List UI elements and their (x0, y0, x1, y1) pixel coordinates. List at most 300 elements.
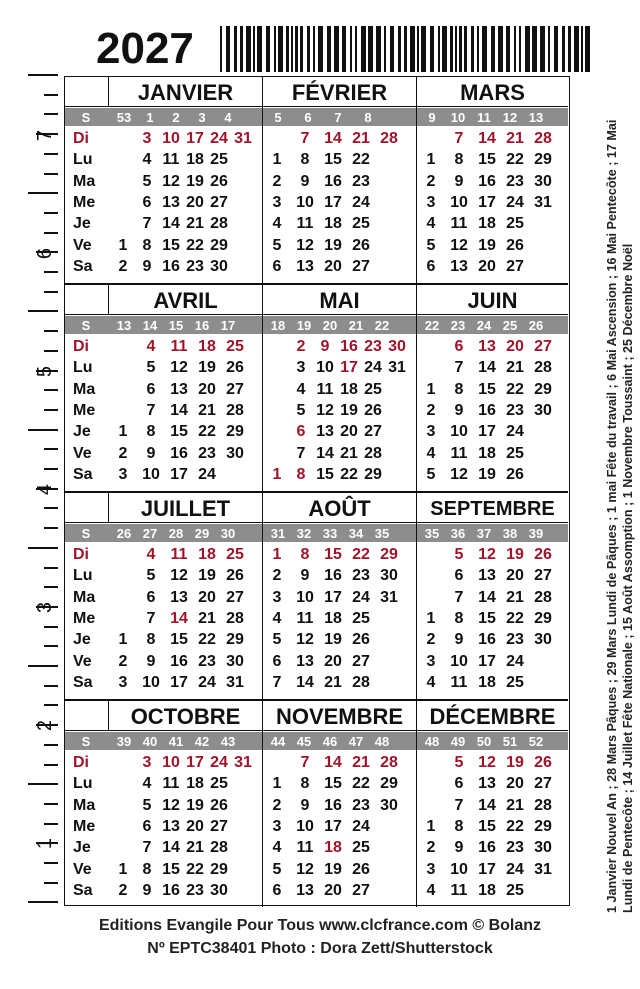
date-cell: 12 (162, 796, 180, 814)
day-name-je: Je (73, 631, 91, 649)
date-cell: 23 (186, 257, 204, 275)
date-cell: 19 (186, 796, 204, 814)
month-name: MARS (417, 77, 568, 107)
date-cell: 9 (300, 796, 310, 814)
date-cell: 25 (226, 546, 244, 563)
date-cell: 17 (170, 673, 188, 691)
week-number: 21 (348, 318, 364, 333)
date-cell: 19 (324, 860, 342, 878)
week-number: 49 (450, 734, 466, 749)
date-cell: 27 (534, 567, 552, 585)
quarter-block (65, 285, 568, 491)
week-number: 50 (476, 734, 492, 749)
date-cell: 15 (478, 817, 496, 835)
date-cell: 1 (272, 151, 282, 169)
date-cell: 7 (454, 588, 464, 606)
date-cell: 13 (478, 567, 496, 585)
date-cell: 17 (340, 359, 358, 377)
date-cell: 10 (162, 130, 180, 147)
week-number: 22 (424, 318, 440, 333)
date-cell: 5 (142, 796, 152, 814)
date-cell: 15 (478, 609, 496, 627)
date-cell: 18 (478, 444, 496, 462)
date-cell: 25 (352, 609, 370, 627)
month-name: JUILLET (109, 493, 263, 523)
date-cell: 20 (506, 567, 524, 585)
date-cell: 20 (186, 817, 204, 835)
date-cell: 5 (426, 236, 436, 254)
ruler-number: 6 (34, 247, 57, 260)
date-cell: 12 (296, 631, 314, 649)
date-cell: 26 (534, 754, 552, 771)
day-name-me: Me (73, 193, 96, 211)
date-cell: 16 (170, 444, 188, 462)
date-cell: 10 (450, 652, 468, 670)
ruler-number: 5 (34, 365, 57, 378)
week-number: 39 (528, 526, 544, 541)
date-cell: 12 (170, 567, 188, 585)
column-divider (262, 285, 264, 491)
week-number: 5 (274, 110, 282, 125)
date-cell: 16 (478, 631, 496, 649)
date-cell: 8 (142, 860, 152, 878)
date-cell: 12 (170, 359, 188, 377)
date-cell: 27 (364, 423, 382, 441)
date-cell: 27 (226, 380, 244, 398)
date-cell: 26 (210, 796, 228, 814)
date-cell: 21 (324, 673, 342, 691)
date-cell: 6 (426, 257, 436, 275)
date-cell: 30 (226, 444, 244, 462)
date-cell: 17 (324, 817, 342, 835)
date-cell: 16 (340, 338, 358, 355)
ruler-number: 3 (34, 601, 57, 614)
date-cell: 25 (226, 338, 244, 355)
month-name: NOVEMBRE (263, 701, 417, 731)
week-number: 51 (502, 734, 518, 749)
date-cell: 20 (198, 588, 216, 606)
date-cell: 18 (186, 775, 204, 793)
date-cell: 19 (198, 567, 216, 585)
date-cell: 21 (506, 359, 524, 377)
date-cell: 20 (324, 257, 342, 275)
publisher-credit: Editions Evangile Pour Tous www.clcfrance.com © Bolanz (98, 917, 542, 934)
date-cell: 21 (352, 754, 370, 771)
date-cell: 1 (118, 631, 128, 649)
date-cell: 24 (198, 673, 216, 691)
day-name-ve: Ve (73, 444, 92, 462)
date-cell: 17 (478, 652, 496, 670)
column-divider (262, 493, 264, 699)
date-cell: 25 (364, 380, 382, 398)
ruler-tick (44, 113, 58, 115)
date-cell: 15 (162, 860, 180, 878)
date-cell: 16 (324, 796, 342, 814)
date-cell: 20 (506, 775, 524, 793)
date-cell: 27 (534, 338, 552, 355)
column-divider (262, 77, 264, 283)
week-number: 4 (224, 110, 232, 125)
date-cell: 26 (352, 236, 370, 254)
date-cell: 10 (296, 817, 314, 835)
date-cell: 24 (352, 588, 370, 606)
date-cell: 14 (478, 130, 496, 147)
date-cell: 2 (118, 881, 128, 899)
date-cell: 13 (170, 588, 188, 606)
date-cell: 24 (210, 754, 228, 771)
week-number: 28 (168, 526, 184, 541)
month-name: JUIN (417, 285, 568, 315)
date-cell: 14 (478, 359, 496, 377)
date-cell: 29 (226, 631, 244, 649)
date-cell: 3 (272, 817, 282, 835)
week-label: S (81, 734, 91, 749)
day-name-di: Di (73, 754, 89, 771)
date-cell: 17 (478, 423, 496, 441)
date-cell: 25 (506, 673, 524, 691)
date-cell: 7 (146, 401, 156, 419)
date-cell: 22 (506, 380, 524, 398)
day-name-lu: Lu (73, 359, 93, 377)
date-cell: 9 (142, 881, 152, 899)
date-cell: 11 (316, 380, 334, 398)
date-cell: 24 (352, 193, 370, 211)
ruler-tick (44, 626, 58, 628)
date-cell: 2 (118, 257, 128, 275)
date-cell: 6 (454, 775, 464, 793)
ruler-tick (44, 586, 58, 588)
date-cell: 4 (272, 839, 282, 857)
date-cell: 22 (352, 775, 370, 793)
date-cell: 4 (272, 215, 282, 233)
date-cell: 9 (146, 652, 156, 670)
date-cell: 6 (146, 380, 156, 398)
date-cell: 13 (162, 193, 180, 211)
date-cell: 11 (296, 839, 314, 857)
header-blank-cell (65, 493, 109, 523)
date-cell: 22 (352, 151, 370, 169)
header-blank-cell (65, 701, 109, 731)
date-cell: 30 (534, 839, 552, 857)
date-cell: 1 (272, 546, 282, 563)
date-cell: 7 (454, 130, 464, 147)
date-cell: 30 (534, 172, 552, 190)
date-cell: 5 (272, 860, 282, 878)
week-number: 25 (502, 318, 518, 333)
column-divider (416, 77, 418, 283)
date-cell: 12 (450, 465, 468, 483)
day-name-je: Je (73, 839, 91, 857)
date-cell: 3 (426, 423, 436, 441)
date-cell: 19 (324, 631, 342, 649)
date-cell: 26 (352, 631, 370, 649)
date-cell: 30 (210, 257, 228, 275)
date-cell: 16 (170, 652, 188, 670)
date-cell: 6 (142, 817, 152, 835)
date-cell: 14 (478, 796, 496, 814)
date-cell: 18 (478, 881, 496, 899)
date-cell: 20 (198, 380, 216, 398)
date-cell: 7 (142, 215, 152, 233)
week-number: 40 (142, 734, 158, 749)
date-cell: 17 (170, 465, 188, 483)
date-cell: 16 (162, 881, 180, 899)
date-cell: 21 (340, 444, 358, 462)
date-cell: 27 (352, 881, 370, 899)
date-cell: 21 (198, 401, 216, 419)
ruler-tick (44, 468, 58, 470)
column-divider (416, 493, 418, 699)
date-cell: 18 (198, 546, 216, 563)
week-number: 19 (296, 318, 312, 333)
date-cell: 6 (454, 567, 464, 585)
date-cell: 4 (146, 546, 156, 563)
date-cell: 31 (388, 359, 406, 377)
date-cell: 19 (186, 172, 204, 190)
date-cell: 20 (186, 193, 204, 211)
month-name: AOÛT (263, 493, 417, 523)
week-number: 39 (116, 734, 132, 749)
quarter-block (65, 701, 568, 907)
week-number: 38 (502, 526, 518, 541)
date-cell: 27 (352, 257, 370, 275)
ruler-tick (28, 310, 58, 312)
date-cell: 11 (162, 151, 180, 169)
ruler-tick (44, 232, 58, 234)
date-cell: 8 (454, 609, 464, 627)
ruler-tick (44, 527, 58, 529)
day-name-me: Me (73, 817, 96, 835)
date-cell: 29 (210, 860, 228, 878)
date-cell: 4 (146, 338, 156, 355)
date-cell: 3 (426, 860, 436, 878)
week-number: 44 (270, 734, 286, 749)
date-cell: 7 (454, 359, 464, 377)
week-number: 27 (142, 526, 158, 541)
date-cell: 15 (324, 151, 342, 169)
ruler-number: 7 (34, 129, 57, 142)
date-cell: 24 (198, 465, 216, 483)
week-number: 26 (528, 318, 544, 333)
date-cell: 26 (226, 359, 244, 377)
week-label: S (81, 110, 91, 125)
date-cell: 29 (380, 775, 398, 793)
ruler-tick (28, 547, 58, 549)
date-cell: 28 (210, 215, 228, 233)
date-cell: 5 (146, 567, 156, 585)
date-cell: 23 (506, 631, 524, 649)
date-cell: 3 (272, 588, 282, 606)
date-cell: 14 (296, 673, 314, 691)
date-cell: 5 (426, 465, 436, 483)
date-cell: 5 (454, 546, 464, 563)
day-name-je: Je (73, 215, 91, 233)
date-cell: 23 (198, 444, 216, 462)
date-cell: 30 (380, 567, 398, 585)
ruler-tick (44, 764, 58, 766)
date-cell: 30 (388, 338, 406, 355)
date-cell: 4 (272, 609, 282, 627)
date-cell: 22 (198, 631, 216, 649)
day-name-di: Di (73, 338, 89, 355)
date-cell: 4 (142, 775, 152, 793)
week-number: 35 (374, 526, 390, 541)
date-cell: 28 (210, 839, 228, 857)
date-cell: 11 (170, 546, 188, 563)
date-cell: 2 (272, 172, 282, 190)
date-cell: 24 (506, 423, 524, 441)
week-number: 1 (146, 110, 154, 125)
day-name-di: Di (73, 546, 89, 563)
date-cell: 11 (450, 444, 468, 462)
week-number: 24 (476, 318, 492, 333)
ruler-tick (44, 744, 58, 746)
ruler-tick (44, 882, 58, 884)
day-name-sa: Sa (73, 881, 93, 899)
date-cell: 7 (142, 839, 152, 857)
date-cell: 14 (162, 839, 180, 857)
date-cell: 24 (506, 652, 524, 670)
week-number: 2 (172, 110, 180, 125)
week-number: 8 (364, 110, 372, 125)
month-name: FÉVRIER (263, 77, 417, 107)
ruler-tick (44, 291, 58, 293)
date-cell: 7 (272, 673, 282, 691)
date-cell: 13 (478, 338, 496, 355)
week-number: 37 (476, 526, 492, 541)
week-number: 47 (348, 734, 364, 749)
week-number: 7 (334, 110, 342, 125)
date-cell: 9 (300, 567, 310, 585)
date-cell: 6 (296, 423, 306, 441)
date-cell: 18 (324, 609, 342, 627)
ruler-tick (44, 350, 58, 352)
ruler-tick (44, 153, 58, 155)
day-name-je: Je (73, 423, 91, 441)
date-cell: 30 (226, 652, 244, 670)
day-name-ma: Ma (73, 380, 96, 398)
date-cell: 17 (186, 754, 204, 771)
date-cell: 10 (162, 754, 180, 771)
week-number: 48 (424, 734, 440, 749)
date-cell: 28 (534, 359, 552, 377)
date-cell: 29 (380, 546, 398, 563)
ruler-tick (44, 704, 58, 706)
date-cell: 24 (364, 359, 382, 377)
date-cell: 9 (146, 444, 156, 462)
date-cell: 9 (454, 172, 464, 190)
week-number: 17 (220, 318, 236, 333)
date-cell: 18 (198, 338, 216, 355)
day-name-ve: Ve (73, 652, 92, 670)
date-cell: 4 (296, 380, 306, 398)
date-cell: 4 (426, 215, 436, 233)
column-divider (262, 701, 264, 907)
date-cell: 5 (272, 631, 282, 649)
date-cell: 4 (426, 444, 436, 462)
date-cell: 30 (534, 631, 552, 649)
week-number: 45 (296, 734, 312, 749)
date-cell: 31 (234, 130, 252, 147)
date-cell: 2 (426, 631, 436, 649)
date-cell: 3 (142, 130, 152, 147)
date-cell: 1 (118, 236, 128, 254)
date-cell: 23 (506, 172, 524, 190)
week-number: 53 (116, 110, 132, 125)
date-cell: 31 (534, 860, 552, 878)
date-cell: 20 (324, 881, 342, 899)
date-cell: 18 (478, 673, 496, 691)
date-cell: 31 (380, 588, 398, 606)
ruler-tick (44, 685, 58, 687)
date-cell: 16 (478, 839, 496, 857)
month-name: MAI (263, 285, 417, 315)
barcode-graphic (220, 26, 596, 72)
date-cell: 10 (142, 465, 160, 483)
date-cell: 13 (316, 423, 334, 441)
date-cell: 24 (506, 193, 524, 211)
date-cell: 3 (426, 193, 436, 211)
week-label: S (81, 526, 91, 541)
date-cell: 23 (506, 839, 524, 857)
date-cell: 14 (324, 754, 342, 771)
date-cell: 15 (316, 465, 334, 483)
date-cell: 31 (234, 754, 252, 771)
date-cell: 7 (454, 796, 464, 814)
month-name: AVRIL (109, 285, 263, 315)
date-cell: 11 (450, 215, 468, 233)
date-cell: 11 (296, 609, 314, 627)
ruler-tick (44, 567, 58, 569)
date-cell: 13 (450, 257, 468, 275)
date-cell: 25 (506, 881, 524, 899)
date-cell: 29 (364, 465, 382, 483)
date-cell: 23 (186, 881, 204, 899)
ruler-tick (44, 507, 58, 509)
date-cell: 29 (534, 609, 552, 627)
date-cell: 27 (506, 257, 524, 275)
date-cell: 9 (454, 839, 464, 857)
date-cell: 9 (320, 338, 330, 355)
ruler-tick (28, 665, 58, 667)
week-number: 48 (374, 734, 390, 749)
date-cell: 22 (186, 860, 204, 878)
date-cell: 14 (324, 130, 342, 147)
date-cell: 1 (118, 423, 128, 441)
date-cell: 8 (300, 775, 310, 793)
ruler-tick (44, 389, 58, 391)
date-cell: 8 (300, 546, 310, 563)
date-cell: 12 (296, 860, 314, 878)
date-cell: 16 (478, 172, 496, 190)
date-cell: 12 (296, 236, 314, 254)
date-cell: 10 (450, 423, 468, 441)
day-name-sa: Sa (73, 673, 93, 691)
date-cell: 7 (300, 130, 310, 147)
date-cell: 9 (454, 631, 464, 649)
date-cell: 2 (426, 401, 436, 419)
week-number: 29 (194, 526, 210, 541)
date-cell: 23 (198, 652, 216, 670)
date-cell: 25 (352, 215, 370, 233)
date-cell: 22 (186, 236, 204, 254)
date-cell: 2 (272, 796, 282, 814)
date-cell: 21 (352, 130, 370, 147)
date-cell: 11 (170, 338, 188, 355)
date-cell: 28 (380, 130, 398, 147)
date-cell: 23 (506, 401, 524, 419)
date-cell: 5 (146, 359, 156, 377)
